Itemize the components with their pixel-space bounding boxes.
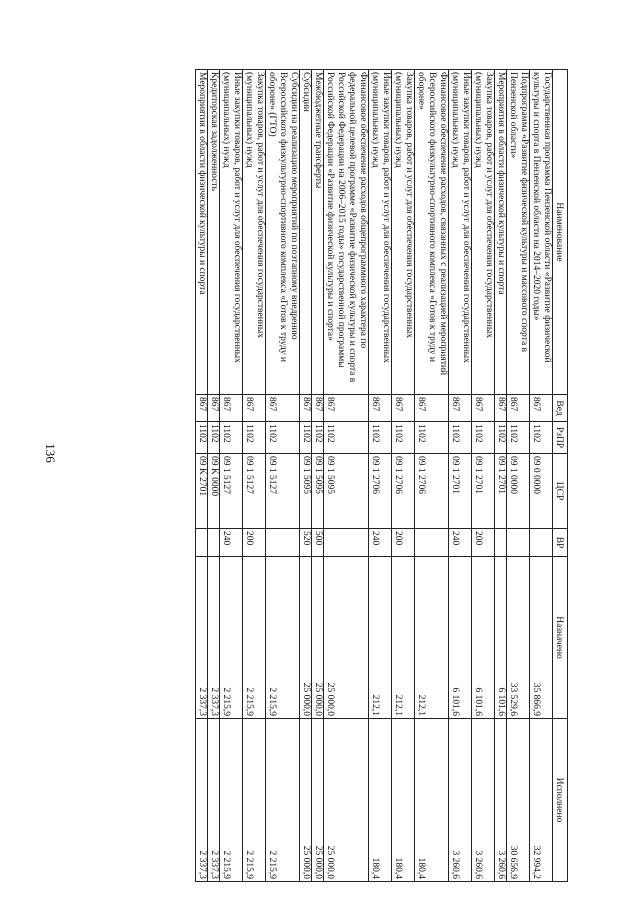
cell-name: Иные закупки товаров, работ и услуг для обеспечения государственных (муниципальных) нужд bbox=[220, 70, 243, 395]
cell-csr: 09 K 0000 bbox=[208, 454, 220, 529]
cell-ved: 867 bbox=[243, 395, 266, 422]
table-row bbox=[312, 70, 324, 882]
cell-assigned: 6 101,6 bbox=[449, 557, 472, 719]
cell-rzpr: 1102 bbox=[369, 422, 392, 454]
cell-csr: 09 1 5127 bbox=[220, 454, 243, 529]
cell-executed: 32 994,2 bbox=[530, 719, 553, 882]
cell-rzpr: 1102 bbox=[415, 422, 449, 454]
table-row bbox=[495, 70, 507, 882]
cell-vr: 200 bbox=[472, 529, 495, 557]
cell-assigned: 2 215,9 bbox=[243, 557, 266, 719]
table-row bbox=[530, 70, 553, 882]
table-row bbox=[449, 70, 472, 882]
cell-csr: 09 1 5127 bbox=[266, 454, 300, 529]
cell-ved: 867 bbox=[472, 395, 495, 422]
cell-rzpr: 1102 bbox=[220, 422, 243, 454]
cell-vr: 520 bbox=[300, 529, 312, 557]
cell-name: Иные закупки товаров, работ и услуг для обеспечения государственных (муниципальных) нужд bbox=[369, 70, 392, 395]
cell-ved: 867 bbox=[369, 395, 392, 422]
cell-vr: 240 bbox=[220, 529, 243, 557]
cell-executed: 3 260,6 bbox=[472, 719, 495, 882]
header-ved: Вед bbox=[553, 395, 568, 422]
cell-executed: 3 260,6 bbox=[449, 719, 472, 882]
cell-vr bbox=[530, 529, 553, 557]
cell-rzpr: 1102 bbox=[449, 422, 472, 454]
cell-vr bbox=[196, 529, 208, 557]
cell-vr bbox=[266, 529, 300, 557]
cell-rzpr: 1102 bbox=[312, 422, 324, 454]
cell-ved: 867 bbox=[415, 395, 449, 422]
cell-assigned: 35 866,9 bbox=[530, 557, 553, 719]
cell-csr: 09 1 2706 bbox=[415, 454, 449, 529]
cell-name: Государственная программа Пензенской области «Развитие физической культуры и спорта в Пензенской области на 2014–2020 годы» bbox=[530, 70, 553, 395]
cell-assigned: 25 000,0 bbox=[312, 557, 324, 719]
cell-rzpr: 1102 bbox=[507, 422, 530, 454]
cell-vr: 240 bbox=[449, 529, 472, 557]
rotated-table-frame bbox=[86, 69, 568, 881]
cell-rzpr: 1102 bbox=[266, 422, 300, 454]
cell-csr: 09 1 2701 bbox=[495, 454, 507, 529]
cell-name: Кредиторская задолженность bbox=[208, 70, 220, 395]
header-vr: ВР bbox=[553, 529, 568, 557]
cell-name: Мероприятия в области физической культуры и спорта bbox=[495, 70, 507, 395]
cell-ved: 867 bbox=[266, 395, 300, 422]
cell-vr bbox=[495, 529, 507, 557]
cell-executed: 180,4 bbox=[392, 719, 415, 882]
cell-name: Мероприятия в области физической культуры и спорта bbox=[196, 70, 208, 395]
cell-assigned: 212,1 bbox=[369, 557, 392, 719]
cell-name: Закупка товаров, работ и услуг для обеспечения государственных (муниципальных) нужд bbox=[243, 70, 266, 395]
cell-rzpr: 1102 bbox=[196, 422, 208, 454]
cell-csr: 09 1 0000 bbox=[507, 454, 530, 529]
cell-ved: 867 bbox=[196, 395, 208, 422]
cell-vr: 500 bbox=[312, 529, 324, 557]
cell-executed: 30 656,9 bbox=[507, 719, 530, 882]
table-row bbox=[507, 70, 530, 882]
cell-vr bbox=[507, 529, 530, 557]
cell-rzpr: 1102 bbox=[300, 422, 312, 454]
cell-name: Субсидии bbox=[300, 70, 312, 395]
cell-ved: 867 bbox=[220, 395, 243, 422]
cell-executed: 2 215,9 bbox=[266, 719, 300, 882]
cell-vr bbox=[415, 529, 449, 557]
cell-executed: 25 000,0 bbox=[324, 719, 369, 882]
cell-rzpr: 1102 bbox=[324, 422, 369, 454]
cell-csr: 09 K 2701 bbox=[196, 454, 208, 529]
cell-csr: 09 1 5127 bbox=[243, 454, 266, 529]
cell-csr: 09 1 2706 bbox=[369, 454, 392, 529]
cell-assigned: 2 337,3 bbox=[208, 557, 220, 719]
cell-executed: 3 260,6 bbox=[495, 719, 507, 882]
header-csr: ЦСР bbox=[553, 454, 568, 529]
header-rzpr: РзПР bbox=[553, 422, 568, 454]
document-page bbox=[86, 69, 568, 881]
cell-csr: 09 1 5095 bbox=[300, 454, 312, 529]
cell-ved: 867 bbox=[449, 395, 472, 422]
cell-ved: 867 bbox=[507, 395, 530, 422]
table-row bbox=[415, 70, 449, 882]
cell-assigned: 2 337,3 bbox=[196, 557, 208, 719]
table-row bbox=[369, 70, 392, 882]
cell-csr: 09 0 0000 bbox=[530, 454, 553, 529]
cell-vr bbox=[324, 529, 369, 557]
table-row bbox=[324, 70, 369, 882]
header-name: Наименование bbox=[553, 70, 568, 395]
cell-ved: 867 bbox=[392, 395, 415, 422]
cell-assigned: 2 215,9 bbox=[266, 557, 300, 719]
cell-assigned: 2 215,9 bbox=[220, 557, 243, 719]
cell-vr: 200 bbox=[243, 529, 266, 557]
cell-executed: 2 337,3 bbox=[208, 719, 220, 882]
cell-name: Иные закупки товаров, работ и услуг для обеспечения государственных (муниципальных) нужд bbox=[449, 70, 472, 395]
table-row bbox=[196, 70, 208, 882]
cell-rzpr: 1102 bbox=[530, 422, 553, 454]
table-row bbox=[472, 70, 495, 882]
cell-vr bbox=[208, 529, 220, 557]
cell-ved: 867 bbox=[495, 395, 507, 422]
cell-rzpr: 1102 bbox=[472, 422, 495, 454]
cell-name: Субсидии на реализацию мероприятий по поэтапному внедрению Всероссийского физкультурно-спортивного комплекса «Готов к труду и обороне» (ГТО) bbox=[266, 70, 300, 395]
cell-rzpr: 1102 bbox=[392, 422, 415, 454]
cell-assigned: 212,1 bbox=[415, 557, 449, 719]
cell-ved: 867 bbox=[530, 395, 553, 422]
cell-rzpr: 1102 bbox=[495, 422, 507, 454]
cell-name: Межбюджетные трансферты bbox=[312, 70, 324, 395]
cell-rzpr: 1102 bbox=[208, 422, 220, 454]
cell-vr: 200 bbox=[392, 529, 415, 557]
cell-executed: 180,4 bbox=[369, 719, 392, 882]
cell-ved: 867 bbox=[312, 395, 324, 422]
cell-executed: 25 000,0 bbox=[312, 719, 324, 882]
cell-name: Финансовое обеспечение расходов, связанных с реализацией мероприятий Всероссийского физкультурно-спортивного комплекса «Готов к труду и обороне» bbox=[415, 70, 449, 395]
table-row bbox=[243, 70, 266, 882]
cell-executed: 2 215,9 bbox=[243, 719, 266, 882]
cell-ved: 867 bbox=[324, 395, 369, 422]
table-row bbox=[300, 70, 312, 882]
header-executed: Исполнено bbox=[553, 719, 568, 882]
cell-executed: 25 000,0 bbox=[300, 719, 312, 882]
cell-csr: 09 1 5095 bbox=[312, 454, 324, 529]
cell-assigned: 25 000,0 bbox=[300, 557, 312, 719]
page-number bbox=[42, 438, 58, 468]
cell-vr: 240 bbox=[369, 529, 392, 557]
cell-assigned: 212,1 bbox=[392, 557, 415, 719]
cell-ved: 867 bbox=[208, 395, 220, 422]
cell-assigned: 33 529,6 bbox=[507, 557, 530, 719]
cell-ved: 867 bbox=[300, 395, 312, 422]
cell-csr: 09 1 2701 bbox=[449, 454, 472, 529]
cell-executed: 2 215,9 bbox=[220, 719, 243, 882]
cell-rzpr: 1102 bbox=[243, 422, 266, 454]
table-row bbox=[208, 70, 220, 882]
cell-executed: 2 337,3 bbox=[196, 719, 208, 882]
cell-executed: 180,4 bbox=[415, 719, 449, 882]
cell-assigned: 6 101,6 bbox=[495, 557, 507, 719]
table-row bbox=[220, 70, 243, 882]
page-number-text: 136 bbox=[43, 443, 58, 463]
cell-name: Закупка товаров, работ и услуг для обеспечения государственных (муниципальных) нужд bbox=[392, 70, 415, 395]
table-row bbox=[392, 70, 415, 882]
cell-name: Закупка товаров, работ и услуг для обеспечения государственных (муниципальных) нужд bbox=[472, 70, 495, 395]
cell-csr: 09 1 2701 bbox=[472, 454, 495, 529]
cell-csr: 09 1 2706 bbox=[392, 454, 415, 529]
cell-assigned: 25 000,0 bbox=[324, 557, 369, 719]
table-header-row bbox=[553, 70, 568, 882]
cell-name: Подпрограмма «Развитие физической культуры и массового спорта в Пензенской области» bbox=[507, 70, 530, 395]
cell-assigned: 6 101,6 bbox=[472, 557, 495, 719]
header-assigned: Назначено bbox=[553, 557, 568, 719]
cell-csr: 09 1 5095 bbox=[324, 454, 369, 529]
budget-table bbox=[195, 69, 568, 882]
table-row bbox=[266, 70, 300, 882]
cell-name: Финансовое обеспечение расходов общепрограммного характера по федеральной целевой программе «Развитие физической культуры и спорта в Российской Федерации на 2006–2015 годы» государственной программы Российской Федерации «Развитие физической культуры и спорта» bbox=[324, 70, 369, 395]
